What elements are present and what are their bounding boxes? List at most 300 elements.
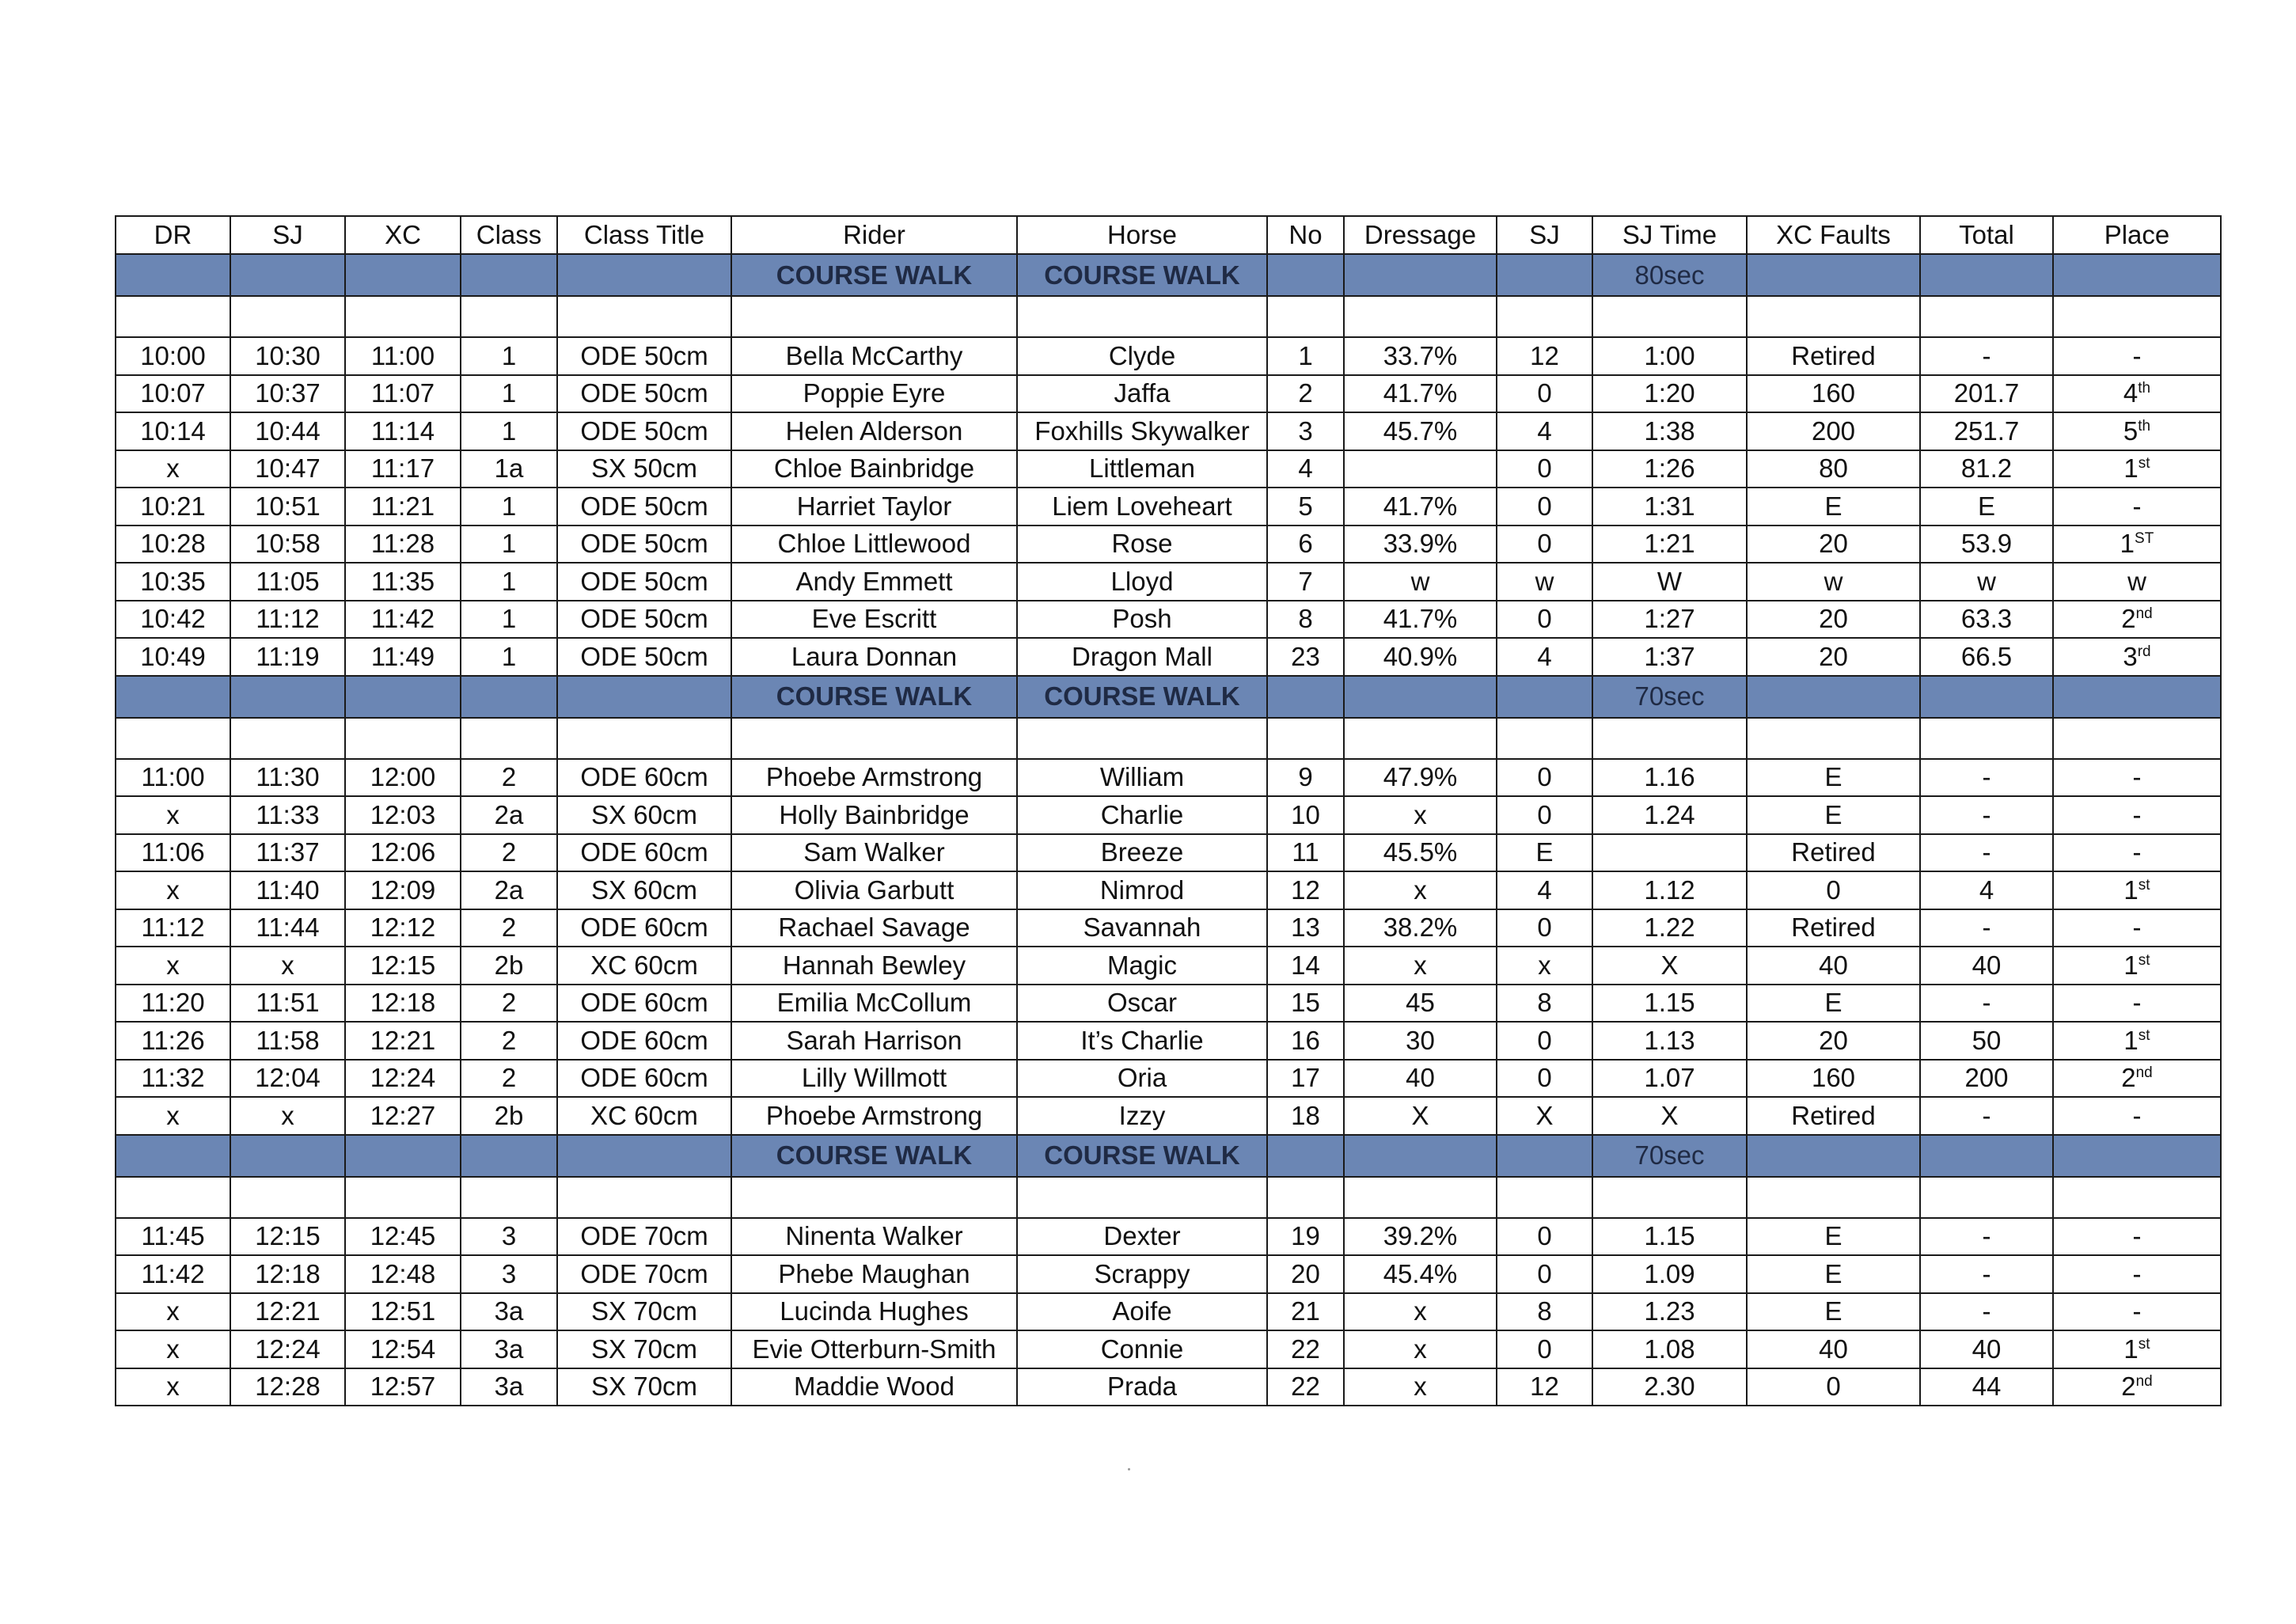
cell-cls: 3a [461, 1293, 557, 1331]
cell-dressage: 45.4% [1344, 1255, 1497, 1293]
table-row [116, 488, 2221, 526]
cell-sj: 11:37 [230, 834, 345, 872]
course-walk-cell [557, 676, 731, 718]
column-header: SJ [230, 216, 345, 254]
cell-total: 44 [1920, 1368, 2053, 1406]
cell-sj-time: X [1592, 1097, 1747, 1135]
cell-horse: Connie [1017, 1330, 1267, 1368]
cell-sj-time: X [1592, 947, 1747, 985]
table-row [116, 412, 2221, 450]
place-ordinal-suffix: th [2138, 417, 2151, 434]
cell-xc: 12:57 [345, 1368, 461, 1406]
cell-xc: 12:00 [345, 759, 461, 797]
cell-place [2053, 1097, 2221, 1135]
cell-horse: Magic [1017, 947, 1267, 985]
blank-row [116, 718, 2221, 759]
place-value: 4 [2123, 378, 2139, 408]
blank-cell [1017, 296, 1267, 337]
cell-cls: 3 [461, 1218, 557, 1256]
cell-cls: 2 [461, 1060, 557, 1098]
cell-sj: 10:47 [230, 450, 345, 488]
course-walk-label: COURSE WALK [731, 1135, 1017, 1177]
blank-cell [557, 718, 731, 759]
cell-place [2053, 1255, 2221, 1293]
cell-sj-time: 1.16 [1592, 759, 1747, 797]
blank-cell [230, 718, 345, 759]
cell-place [2053, 909, 2221, 947]
place-value: 1 [2123, 875, 2139, 905]
course-walk-cell [230, 676, 345, 718]
cell-total: - [1920, 1255, 2053, 1293]
blank-cell [1267, 296, 1344, 337]
cell-xc-faults: w [1747, 563, 1920, 601]
cell-xc-faults: 20 [1747, 601, 1920, 639]
cell-horse: Prada [1017, 1368, 1267, 1406]
table-row [116, 1368, 2221, 1406]
cell-total: 4 [1920, 871, 2053, 909]
cell-sj-faults: E [1497, 834, 1592, 872]
cell-title: ODE 60cm [557, 759, 731, 797]
cell-title: ODE 70cm [557, 1255, 731, 1293]
place-value: - [2132, 340, 2142, 370]
cell-rider: Lucinda Hughes [731, 1293, 1017, 1331]
table-row [116, 1293, 2221, 1331]
cell-xc-faults: 160 [1747, 375, 1920, 413]
cell-rider: Evie Otterburn-Smith [731, 1330, 1017, 1368]
cell-horse: Lloyd [1017, 563, 1267, 601]
cell-no: 8 [1267, 601, 1344, 639]
course-walk-cell [1267, 254, 1344, 296]
place-value: 1 [2123, 453, 2139, 484]
cell-no: 21 [1267, 1293, 1344, 1331]
table-row [116, 909, 2221, 947]
cell-sj-faults: 8 [1497, 985, 1592, 1023]
cell-xc-faults: 200 [1747, 412, 1920, 450]
cell-place [2053, 985, 2221, 1023]
cell-dressage: 45.7% [1344, 412, 1497, 450]
blank-cell [731, 718, 1017, 759]
place-ordinal-suffix: nd [2135, 1064, 2153, 1082]
cell-sj-faults: 0 [1497, 909, 1592, 947]
column-header: No [1267, 216, 1344, 254]
cell-rider: Chloe Bainbridge [731, 450, 1017, 488]
blank-cell [461, 1177, 557, 1218]
cell-sj-time: 1.15 [1592, 1218, 1747, 1256]
column-header: SJ [1497, 216, 1592, 254]
table-row [116, 796, 2221, 834]
place-value: - [2132, 1296, 2142, 1326]
course-walk-label: COURSE WALK [1017, 1135, 1267, 1177]
cell-horse: Aoife [1017, 1293, 1267, 1331]
cell-dr: x [116, 1330, 230, 1368]
cell-xc-faults: 20 [1747, 1022, 1920, 1060]
cell-cls: 2a [461, 871, 557, 909]
cell-cls: 3 [461, 1255, 557, 1293]
place-ordinal-suffix: nd [2135, 1373, 2153, 1391]
place-value: - [2132, 1258, 2142, 1288]
cell-dr: x [116, 1097, 230, 1135]
cell-sj: 12:18 [230, 1255, 345, 1293]
blank-cell [1592, 1177, 1747, 1218]
cell-xc-faults: 40 [1747, 1330, 1920, 1368]
cell-rider: Hannah Bewley [731, 947, 1017, 985]
place-value: 3 [2123, 641, 2138, 671]
blank-cell [1747, 296, 1920, 337]
cell-title: ODE 60cm [557, 1060, 731, 1098]
table-row [116, 1255, 2221, 1293]
cell-title: SX 50cm [557, 450, 731, 488]
cell-rider: Holly Bainbridge [731, 796, 1017, 834]
table-row [116, 871, 2221, 909]
place-ordinal-suffix: st [2138, 1026, 2150, 1044]
blank-cell [1344, 296, 1497, 337]
cell-place [2053, 796, 2221, 834]
cell-place [2053, 563, 2221, 601]
cell-xc-faults: Retired [1747, 909, 1920, 947]
course-walk-time: 80sec [1592, 254, 1747, 296]
table-row [116, 1022, 2221, 1060]
column-header: Class [461, 216, 557, 254]
cell-sj-time: 1.08 [1592, 1330, 1747, 1368]
cell-sj: x [230, 1097, 345, 1135]
cell-dressage: 38.2% [1344, 909, 1497, 947]
cell-dr: 11:00 [116, 759, 230, 797]
course-walk-label: COURSE WALK [731, 254, 1017, 296]
cell-horse: Foxhills Skywalker [1017, 412, 1267, 450]
cell-sj-time: 1:37 [1592, 638, 1747, 676]
cell-total: 66.5 [1920, 638, 2053, 676]
table-row [116, 947, 2221, 985]
blank-cell [2053, 296, 2221, 337]
cell-xc: 12:12 [345, 909, 461, 947]
cell-dressage: 45.5% [1344, 834, 1497, 872]
column-header: XC Faults [1747, 216, 1920, 254]
table-row [116, 1218, 2221, 1256]
course-walk-cell [1344, 676, 1497, 718]
blank-cell [731, 296, 1017, 337]
cell-dressage: x [1344, 1330, 1497, 1368]
blank-cell [1747, 718, 1920, 759]
cell-dressage: 40 [1344, 1060, 1497, 1098]
cell-horse: Dragon Mall [1017, 638, 1267, 676]
course-walk-cell [230, 254, 345, 296]
table-row [116, 638, 2221, 676]
cell-sj-faults: 0 [1497, 759, 1592, 797]
cell-total: E [1920, 488, 2053, 526]
cell-sj: 11:19 [230, 638, 345, 676]
course-walk-label: COURSE WALK [731, 676, 1017, 718]
cell-xc: 12:54 [345, 1330, 461, 1368]
place-ordinal-suffix: rd [2137, 643, 2151, 660]
results-table [115, 215, 2222, 1406]
cell-total: - [1920, 909, 2053, 947]
cell-xc-faults: 20 [1747, 526, 1920, 563]
cell-sj-faults: 4 [1497, 638, 1592, 676]
cell-rider: Sarah Harrison [731, 1022, 1017, 1060]
cell-sj-faults: 0 [1497, 526, 1592, 563]
cell-dressage: 41.7% [1344, 601, 1497, 639]
cell-total: 40 [1920, 1330, 2053, 1368]
place-ordinal-suffix: st [2138, 455, 2150, 472]
cell-no: 16 [1267, 1022, 1344, 1060]
cell-sj-faults: 0 [1497, 1330, 1592, 1368]
cell-dr: x [116, 947, 230, 985]
cell-xc: 12:15 [345, 947, 461, 985]
column-header: XC [345, 216, 461, 254]
cell-sj-faults: 0 [1497, 1255, 1592, 1293]
cell-total: - [1920, 1097, 2053, 1135]
course-walk-cell [1497, 676, 1592, 718]
course-walk-cell [1920, 1135, 2053, 1177]
cell-sj-time: 1:00 [1592, 337, 1747, 375]
cell-sj: 12:24 [230, 1330, 345, 1368]
cell-title: ODE 50cm [557, 601, 731, 639]
course-walk-cell [1344, 254, 1497, 296]
blank-cell [116, 718, 230, 759]
cell-horse: It’s Charlie [1017, 1022, 1267, 1060]
cell-sj: 11:44 [230, 909, 345, 947]
course-walk-time: 70sec [1592, 1135, 1747, 1177]
cell-sj: 11:40 [230, 871, 345, 909]
cell-sj-time: 1.13 [1592, 1022, 1747, 1060]
cell-xc: 11:42 [345, 601, 461, 639]
cell-sj-faults: 0 [1497, 601, 1592, 639]
cell-sj-time: 1.15 [1592, 985, 1747, 1023]
place-value: - [2132, 1100, 2142, 1130]
cell-dressage: 41.7% [1344, 488, 1497, 526]
blank-cell [1920, 296, 2053, 337]
place-ordinal-suffix: st [2138, 951, 2150, 969]
table-row [116, 450, 2221, 488]
cell-xc-faults: E [1747, 488, 1920, 526]
cell-rider: Bella McCarthy [731, 337, 1017, 375]
cell-dr: 10:28 [116, 526, 230, 563]
cell-dr: 11:12 [116, 909, 230, 947]
blank-cell [461, 718, 557, 759]
place-value: - [2132, 799, 2142, 829]
blank-cell [1267, 1177, 1344, 1218]
header-row [116, 216, 2221, 254]
cell-xc-faults: Retired [1747, 337, 1920, 375]
course-walk-cell [1267, 676, 1344, 718]
cell-dr: 10:49 [116, 638, 230, 676]
cell-cls: 2a [461, 796, 557, 834]
cell-dr: 10:42 [116, 601, 230, 639]
cell-sj-time [1592, 834, 1747, 872]
cell-sj-time: 1.07 [1592, 1060, 1747, 1098]
table-row [116, 375, 2221, 413]
cell-sj-time: 1:31 [1592, 488, 1747, 526]
cell-sj-faults: x [1497, 947, 1592, 985]
blank-row [116, 296, 2221, 337]
cell-xc: 11:28 [345, 526, 461, 563]
cell-sj: 10:37 [230, 375, 345, 413]
cell-title: SX 70cm [557, 1293, 731, 1331]
blank-cell [557, 1177, 731, 1218]
blank-cell [230, 1177, 345, 1218]
cell-sj-time: 1.09 [1592, 1255, 1747, 1293]
course-walk-label: COURSE WALK [1017, 254, 1267, 296]
cell-rider: Phoebe Armstrong [731, 1097, 1017, 1135]
cell-title: SX 60cm [557, 796, 731, 834]
cell-sj-faults: 0 [1497, 796, 1592, 834]
cell-title: ODE 50cm [557, 375, 731, 413]
cell-total: 63.3 [1920, 601, 2053, 639]
place-value: w [2127, 566, 2146, 596]
cell-rider: Emilia McCollum [731, 985, 1017, 1023]
cell-xc-faults: E [1747, 759, 1920, 797]
cell-title: SX 70cm [557, 1330, 731, 1368]
cell-no: 3 [1267, 412, 1344, 450]
cell-total: - [1920, 834, 2053, 872]
cell-total: 251.7 [1920, 412, 2053, 450]
place-value: 5 [2123, 415, 2139, 446]
blank-cell [1344, 1177, 1497, 1218]
cell-title: ODE 50cm [557, 526, 731, 563]
cell-horse: Posh [1017, 601, 1267, 639]
cell-no: 17 [1267, 1060, 1344, 1098]
cell-dr: 10:21 [116, 488, 230, 526]
cell-place [2053, 834, 2221, 872]
cell-xc: 12:03 [345, 796, 461, 834]
cell-dr: x [116, 450, 230, 488]
course-walk-cell [230, 1135, 345, 1177]
cell-no: 22 [1267, 1330, 1344, 1368]
cell-sj: 12:21 [230, 1293, 345, 1331]
cell-horse: William [1017, 759, 1267, 797]
blank-cell [116, 296, 230, 337]
course-walk-row [116, 676, 2221, 718]
cell-no: 2 [1267, 375, 1344, 413]
blank-cell [1592, 718, 1747, 759]
column-header: Class Title [557, 216, 731, 254]
cell-no: 19 [1267, 1218, 1344, 1256]
cell-horse: Jaffa [1017, 375, 1267, 413]
cell-sj-faults: 0 [1497, 450, 1592, 488]
cell-sj-time: 1:27 [1592, 601, 1747, 639]
place-value: - [2132, 988, 2142, 1018]
cell-sj-time: 1.23 [1592, 1293, 1747, 1331]
blank-cell [1592, 296, 1747, 337]
blank-cell [116, 1177, 230, 1218]
cell-sj: x [230, 947, 345, 985]
cell-xc: 12:21 [345, 1022, 461, 1060]
cell-sj-faults: 0 [1497, 1060, 1592, 1098]
cell-no: 4 [1267, 450, 1344, 488]
cell-dressage: 30 [1344, 1022, 1497, 1060]
cell-dressage: 33.7% [1344, 337, 1497, 375]
cell-no: 13 [1267, 909, 1344, 947]
cell-dressage: x [1344, 871, 1497, 909]
table-row [116, 601, 2221, 639]
cell-no: 11 [1267, 834, 1344, 872]
cell-rider: Eve Escritt [731, 601, 1017, 639]
place-value: 1 [2123, 950, 2139, 980]
cell-xc: 12:27 [345, 1097, 461, 1135]
cell-title: ODE 50cm [557, 563, 731, 601]
course-walk-cell [1344, 1135, 1497, 1177]
cell-rider: Andy Emmett [731, 563, 1017, 601]
cell-no: 5 [1267, 488, 1344, 526]
cell-title: SX 60cm [557, 871, 731, 909]
cell-xc: 12:18 [345, 985, 461, 1023]
cell-xc: 12:45 [345, 1218, 461, 1256]
cell-horse: Savannah [1017, 909, 1267, 947]
cell-sj-time: 1:26 [1592, 450, 1747, 488]
cell-total: - [1920, 337, 2053, 375]
blank-cell [2053, 1177, 2221, 1218]
course-walk-cell [557, 1135, 731, 1177]
table-header [116, 216, 2221, 254]
cell-sj: 12:28 [230, 1368, 345, 1406]
cell-cls: 2 [461, 909, 557, 947]
cell-sj: 11:33 [230, 796, 345, 834]
cell-place [2053, 1368, 2221, 1406]
cell-xc-faults: Retired [1747, 1097, 1920, 1135]
cell-total: 53.9 [1920, 526, 2053, 563]
cell-sj: 12:04 [230, 1060, 345, 1098]
cell-place [2053, 871, 2221, 909]
place-value: 2 [2121, 1063, 2136, 1093]
course-walk-time: 70sec [1592, 676, 1747, 718]
table-body [116, 254, 2221, 1406]
cell-total: - [1920, 796, 2053, 834]
course-walk-cell [1920, 254, 2053, 296]
cell-dressage: 41.7% [1344, 375, 1497, 413]
cell-no: 15 [1267, 985, 1344, 1023]
cell-cls: 1 [461, 526, 557, 563]
cell-rider: Sam Walker [731, 834, 1017, 872]
cell-cls: 2 [461, 985, 557, 1023]
cell-sj: 11:30 [230, 759, 345, 797]
column-header: Place [2053, 216, 2221, 254]
cell-place [2053, 601, 2221, 639]
cell-dr: x [116, 796, 230, 834]
cell-place [2053, 759, 2221, 797]
cell-sj-time: 1:38 [1592, 412, 1747, 450]
cell-no: 12 [1267, 871, 1344, 909]
cell-xc-faults: 40 [1747, 947, 1920, 985]
cell-dr: 11:42 [116, 1255, 230, 1293]
cell-dr: x [116, 1368, 230, 1406]
course-walk-row [116, 254, 2221, 296]
cell-xc-faults: 20 [1747, 638, 1920, 676]
blank-cell [557, 296, 731, 337]
column-header: SJ Time [1592, 216, 1747, 254]
cell-xc: 12:24 [345, 1060, 461, 1098]
cell-total: - [1920, 985, 2053, 1023]
blank-cell [345, 718, 461, 759]
cell-no: 14 [1267, 947, 1344, 985]
cell-place [2053, 1218, 2221, 1256]
cell-sj: 10:58 [230, 526, 345, 563]
cell-dressage: 39.2% [1344, 1218, 1497, 1256]
cell-xc-faults: 0 [1747, 871, 1920, 909]
cell-xc-faults: 0 [1747, 1368, 1920, 1406]
blank-cell [1497, 296, 1592, 337]
cell-xc: 11:35 [345, 563, 461, 601]
course-walk-cell [1747, 254, 1920, 296]
cell-title: XC 60cm [557, 947, 731, 985]
course-walk-cell [557, 254, 731, 296]
cell-rider: Ninenta Walker [731, 1218, 1017, 1256]
cell-cls: 1 [461, 563, 557, 601]
cell-dr: 10:14 [116, 412, 230, 450]
table-row [116, 1097, 2221, 1135]
table-row [116, 337, 2221, 375]
cell-title: XC 60cm [557, 1097, 731, 1135]
cell-horse: Oria [1017, 1060, 1267, 1098]
